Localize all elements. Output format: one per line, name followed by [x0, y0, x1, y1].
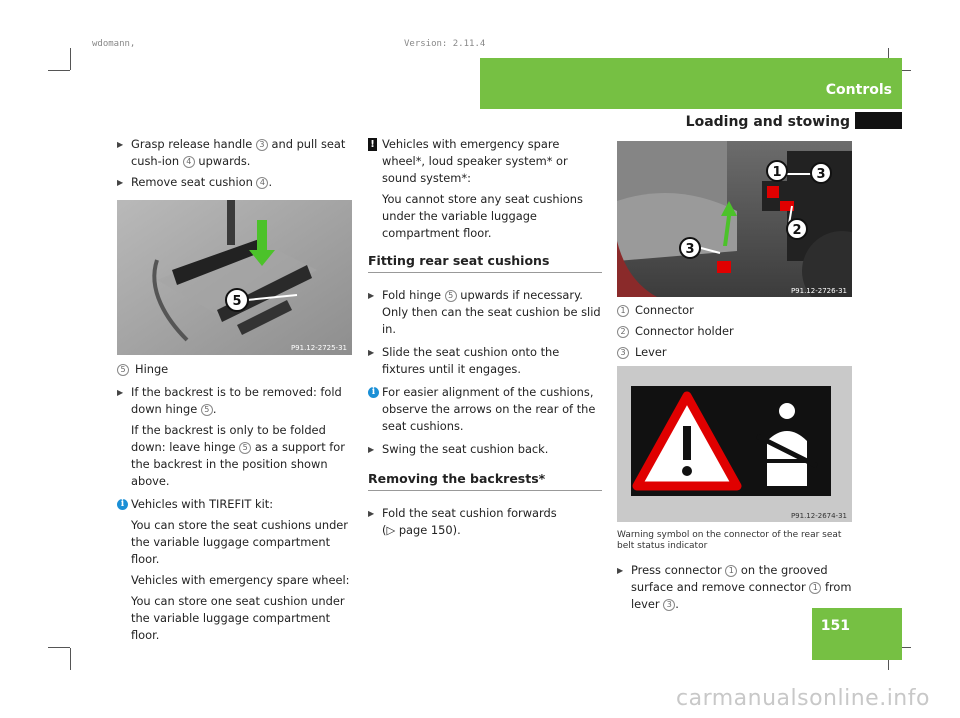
callout-label: 1 — [772, 165, 782, 180]
photo-code: P91.12-2725-31 — [290, 344, 347, 352]
photo-seat-hinge — [117, 200, 352, 355]
legend-item — [617, 344, 853, 361]
crop-mark — [70, 648, 71, 670]
legend-number: 1 — [617, 305, 629, 317]
ref-number: 3 — [663, 599, 675, 611]
info-icon: i — [368, 387, 379, 398]
ref-number: 1 — [725, 565, 737, 577]
page-title: Loading and stowing — [685, 114, 850, 130]
photo-warning-symbol — [617, 366, 852, 522]
legend-text: Hinge — [135, 362, 169, 376]
heading-fitting: Fitting rear seat cushions — [368, 252, 602, 273]
legend-item — [117, 361, 353, 378]
ref-number: 5 — [201, 404, 213, 416]
warning-note: ! Vehicles with emergency spare wheel*, loud speaker system* or sound system*: — [368, 136, 602, 187]
step-fold-forwards: ▶ Fold the seat cushion forwards (▷ page 150). — [368, 505, 602, 539]
legend-number: 5 — [117, 364, 129, 376]
step-swing-back: ▶ Swing the seat cushion back. — [368, 441, 602, 458]
info-tirefit: i Vehicles with TIREFIT kit: — [117, 496, 353, 513]
column-right-lower — [617, 530, 853, 617]
step-grasp-handle: ▶ Grasp release handle 3 and pull seat cush-ion 4 upwards. — [117, 136, 353, 170]
info-para: Vehicles with emergency spare wheel: — [131, 573, 350, 587]
photo-code: P91.12-2726-31 — [790, 287, 847, 295]
callout-label: 3 — [685, 242, 695, 257]
step-slide-cushion: ▶ Slide the seat cushion onto the fixtures until it engages. — [368, 344, 602, 378]
callout-label: 3 — [816, 167, 826, 182]
ref-number: 5 — [445, 290, 457, 302]
ref-number: 4 — [183, 156, 195, 168]
legend-item — [617, 302, 853, 319]
legend-number: 2 — [617, 326, 629, 338]
info-icon: i — [117, 499, 128, 510]
legend-item — [617, 323, 853, 340]
crop-mark — [48, 647, 70, 648]
photo-code: P91.12-2674-31 — [790, 512, 847, 520]
info-para: You can store one seat cushion under the variable luggage compartment floor. — [131, 594, 345, 642]
figure-caption: Warning symbol on the connector of the rear seat belt status indicator — [617, 530, 842, 551]
step-press-connector: ▶ Press connector 1 on the grooved surface and remove connector 1 from lever 3 . — [617, 562, 853, 613]
info-alignment: i For easier alignment of the cushions, observe the arrows on the rear of the seat cushions. — [368, 384, 602, 435]
legend-number: 3 — [617, 347, 629, 359]
column-middle — [368, 136, 602, 543]
heading-removing: Removing the backrests* — [368, 470, 602, 491]
column-left-lower — [117, 361, 353, 648]
ref-number: 4 — [256, 177, 268, 189]
section-title: Controls — [825, 82, 892, 98]
note-folded: If the backrest is only to be folded down: leave hinge 5 as a support for the backrest in the position shown above. — [131, 423, 345, 488]
version-meta: Version: 2.11.4 — [404, 39, 486, 49]
callout-label: 5 — [232, 294, 242, 309]
info-para: You can store the seat cushions under the variable luggage compartment floor. — [131, 518, 348, 566]
callout-label: 2 — [792, 223, 802, 238]
author-meta: wdomann, — [92, 39, 136, 49]
crop-mark — [48, 70, 70, 71]
page-reference[interactable]: (▷ page 150). — [382, 523, 461, 537]
warning-icon: ! — [368, 138, 377, 151]
legend-text: Connector — [635, 303, 694, 317]
step-remove-cushion: ▶ Remove seat cushion 4 . — [117, 174, 353, 191]
page-tab — [855, 112, 902, 129]
column-left — [117, 136, 353, 195]
warning-para: You cannot store any seat cushions under the variable luggage compartment floor. — [382, 192, 583, 240]
step-fold-hinge-up: ▶ Fold hinge 5 upwards if necessary. Only then can the seat cushion be slid in. — [368, 287, 602, 338]
ref-number: 1 — [809, 582, 821, 594]
legend-text: Lever — [635, 345, 667, 359]
watermark: carmanualsonline.info — [676, 686, 930, 711]
photo-connector — [617, 141, 852, 297]
ref-number: 5 — [239, 442, 251, 454]
section-header — [480, 58, 902, 109]
ref-number: 3 — [256, 139, 268, 151]
step-fold-hinge: ▶ If the backrest is to be removed: fold down hinge 5 . — [117, 384, 353, 418]
legend-text: Connector holder — [635, 324, 734, 338]
page-number: 151 — [820, 618, 850, 634]
crop-mark — [70, 48, 71, 70]
column-right — [617, 302, 853, 365]
